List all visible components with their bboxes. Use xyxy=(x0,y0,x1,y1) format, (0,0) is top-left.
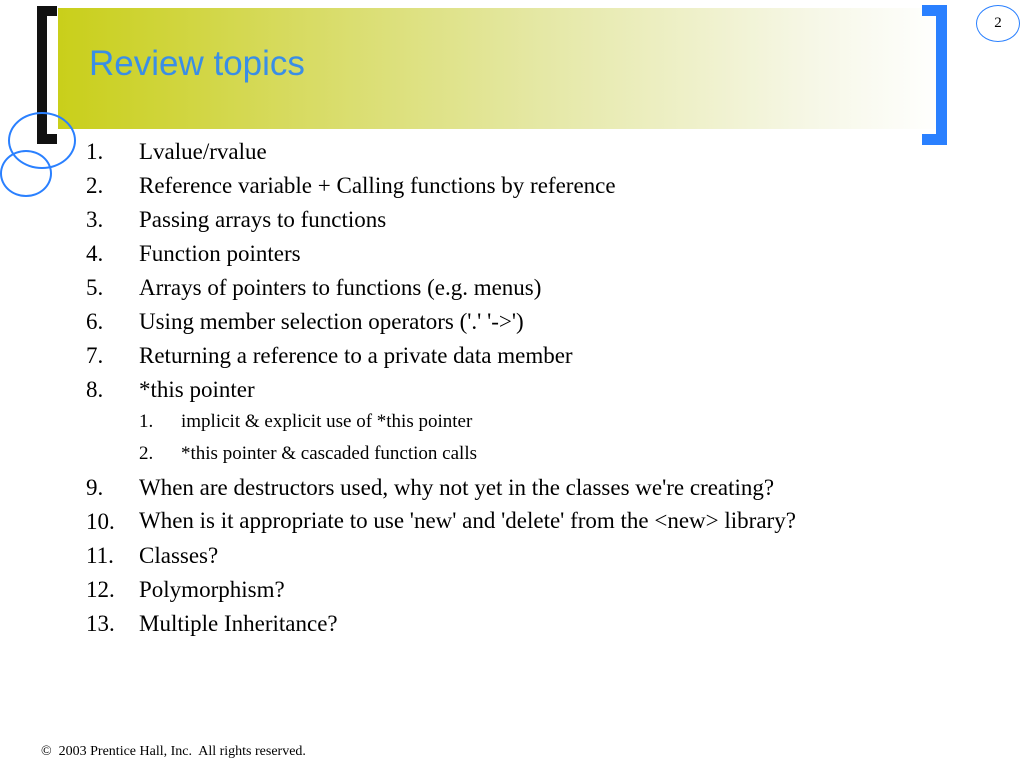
topic-number: 5. xyxy=(86,275,104,300)
topic-number: 11. xyxy=(86,543,114,568)
right-bracket-decoration xyxy=(922,5,947,145)
topic-item xyxy=(86,376,986,404)
topic-item xyxy=(86,576,986,604)
topic-text: *this pointer xyxy=(139,377,255,402)
topic-text: Polymorphism? xyxy=(139,577,285,602)
topic-number: 7. xyxy=(86,343,104,368)
topic-number: 6. xyxy=(86,309,104,334)
subtopic-item xyxy=(139,410,986,434)
topic-item xyxy=(86,342,986,370)
topic-item xyxy=(86,274,986,302)
topic-item xyxy=(86,240,986,268)
topic-item xyxy=(86,508,986,536)
topic-text: Returning a reference to a private data member xyxy=(139,343,573,368)
topic-item xyxy=(86,172,986,200)
topic-number: 10. xyxy=(86,509,115,534)
copyright-footer: © 2003 Prentice Hall, Inc. All rights reserved. xyxy=(41,744,306,759)
topic-item xyxy=(86,138,986,166)
subtopics-list xyxy=(139,410,986,466)
topic-text: Arrays of pointers to functions (e.g. menus) xyxy=(139,275,542,300)
topics-list xyxy=(86,138,986,644)
topic-text: Multiple Inheritance? xyxy=(139,611,338,636)
topic-number: 1. xyxy=(86,139,104,164)
subtopics-container xyxy=(86,410,986,466)
topic-item xyxy=(86,206,986,234)
topic-number: 2. xyxy=(86,173,104,198)
topic-text: Classes? xyxy=(139,543,219,568)
topic-number: 13. xyxy=(86,611,115,636)
topic-text: Reference variable + Calling functions by reference xyxy=(139,173,616,198)
topic-item xyxy=(86,610,986,638)
topic-number: 8. xyxy=(86,377,104,402)
topic-text: Using member selection operators ('.' '->') xyxy=(139,309,524,334)
topic-number: 9. xyxy=(86,475,104,500)
subtopic-number: 2. xyxy=(139,443,154,464)
topic-number: 12. xyxy=(86,577,115,602)
topic-text: When is it appropriate to use 'new' and 'delete' from the <new> library? xyxy=(139,508,796,533)
topic-text: When are destructors used, why not yet in the classes we're creating? xyxy=(139,475,775,500)
slide-title: Review topics xyxy=(89,44,305,83)
topic-number: 3. xyxy=(86,207,104,232)
subtopic-text: implicit & explicit use of *this pointer xyxy=(181,411,473,432)
topic-item xyxy=(86,474,986,502)
topic-text: Function pointers xyxy=(139,241,301,266)
page-number-badge xyxy=(976,5,1020,42)
subtopic-item xyxy=(139,442,986,466)
subtopic-text: *this pointer & cascaded function calls xyxy=(181,443,477,464)
topic-item xyxy=(86,308,986,336)
topic-item xyxy=(86,542,986,570)
topic-text: Lvalue/rvalue xyxy=(139,139,267,164)
topic-text: Passing arrays to functions xyxy=(139,207,387,232)
topic-number: 4. xyxy=(86,241,104,266)
page-number: 2 xyxy=(994,15,1002,31)
decorative-circle-bottom xyxy=(0,150,52,197)
subtopic-number: 1. xyxy=(139,411,154,432)
